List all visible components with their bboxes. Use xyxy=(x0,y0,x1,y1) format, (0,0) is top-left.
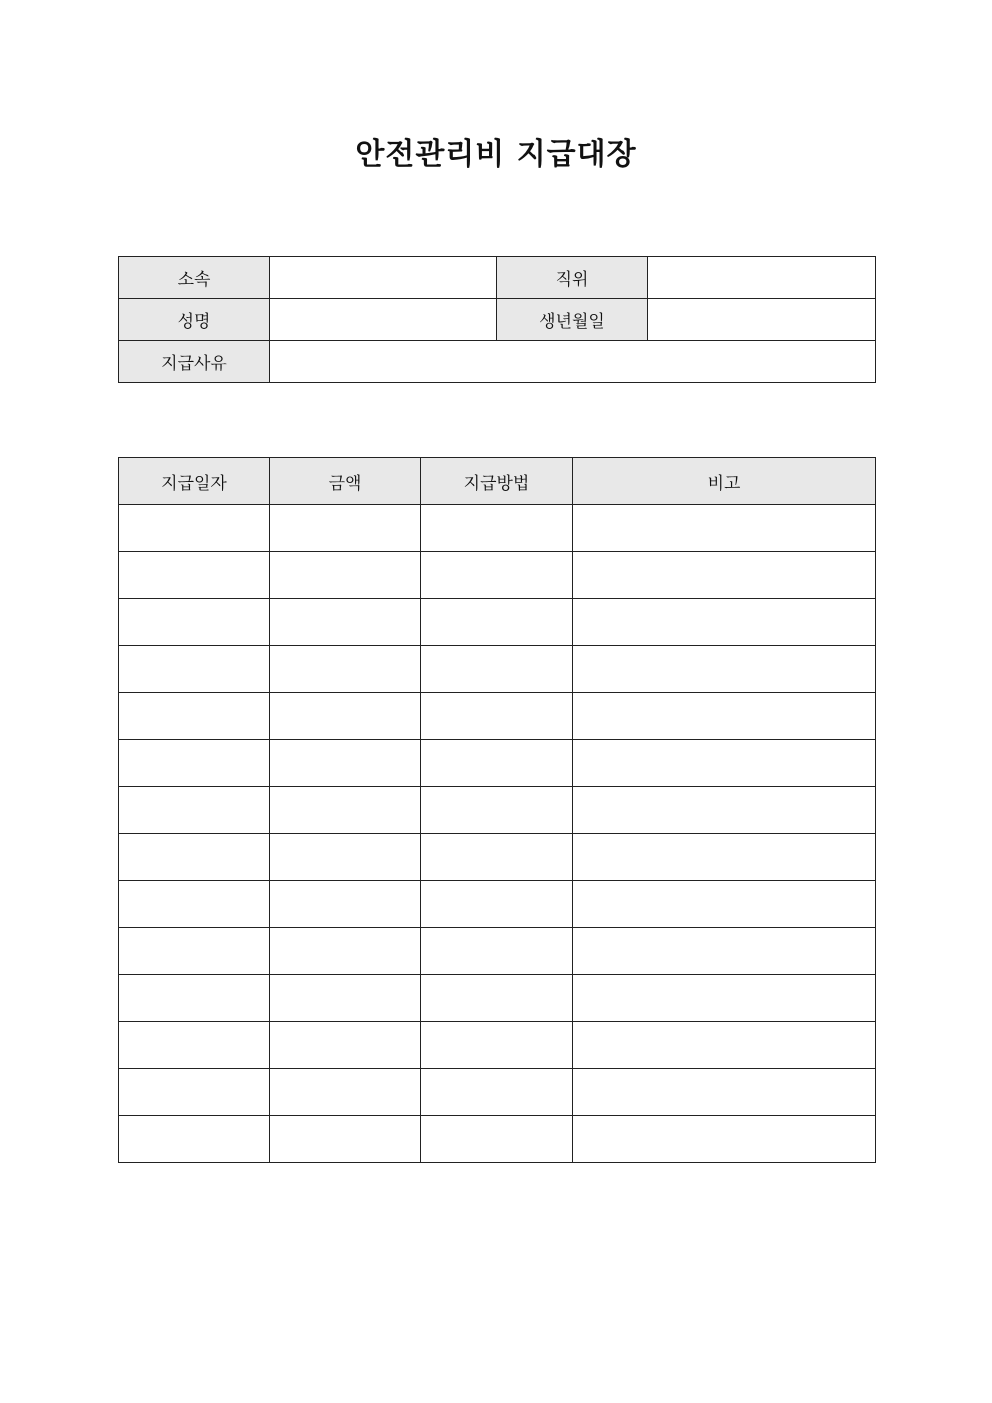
remarks-cell[interactable] xyxy=(573,881,876,928)
amount-cell[interactable] xyxy=(270,505,421,552)
recipient-info-table xyxy=(118,256,876,383)
payment-date-cell[interactable] xyxy=(119,1022,270,1069)
payment-date-cell[interactable] xyxy=(119,834,270,881)
header-amount: 금액 xyxy=(270,458,421,505)
table-row xyxy=(119,599,876,646)
payment-method-cell[interactable] xyxy=(421,834,573,881)
payment-method-cell[interactable] xyxy=(421,1116,573,1163)
amount-cell[interactable] xyxy=(270,552,421,599)
amount-cell[interactable] xyxy=(270,1022,421,1069)
payment-date-cell[interactable] xyxy=(119,646,270,693)
table-row xyxy=(119,740,876,787)
amount-cell[interactable] xyxy=(270,975,421,1022)
payment-date-cell[interactable] xyxy=(119,787,270,834)
table-row xyxy=(119,881,876,928)
payment-method-cell[interactable] xyxy=(421,693,573,740)
info-row-name xyxy=(119,299,876,341)
remarks-cell[interactable] xyxy=(573,928,876,975)
payment-date-cell[interactable] xyxy=(119,928,270,975)
payment-method-cell[interactable] xyxy=(421,740,573,787)
payment-method-cell[interactable] xyxy=(421,552,573,599)
header-payment-date: 지급일자 xyxy=(119,458,270,505)
payment-date-cell[interactable] xyxy=(119,1116,270,1163)
payment-method-cell[interactable] xyxy=(421,975,573,1022)
table-row xyxy=(119,834,876,881)
remarks-cell[interactable] xyxy=(573,740,876,787)
table-row xyxy=(119,1116,876,1163)
info-row-reason xyxy=(119,341,876,383)
remarks-cell[interactable] xyxy=(573,1022,876,1069)
ledger-header-row xyxy=(119,458,876,505)
reason-field[interactable] xyxy=(270,341,876,383)
remarks-cell[interactable] xyxy=(573,693,876,740)
remarks-cell[interactable] xyxy=(573,834,876,881)
payment-date-cell[interactable] xyxy=(119,1069,270,1116)
header-remarks: 비고 xyxy=(573,458,876,505)
amount-cell[interactable] xyxy=(270,599,421,646)
amount-cell[interactable] xyxy=(270,1069,421,1116)
remarks-cell[interactable] xyxy=(573,599,876,646)
payment-date-cell[interactable] xyxy=(119,881,270,928)
position-label: 직위 xyxy=(497,257,648,299)
amount-cell[interactable] xyxy=(270,928,421,975)
amount-cell[interactable] xyxy=(270,1116,421,1163)
amount-cell[interactable] xyxy=(270,646,421,693)
name-label: 성명 xyxy=(119,299,270,341)
amount-cell[interactable] xyxy=(270,787,421,834)
payment-date-cell[interactable] xyxy=(119,975,270,1022)
remarks-cell[interactable] xyxy=(573,646,876,693)
payment-date-cell[interactable] xyxy=(119,693,270,740)
table-row xyxy=(119,928,876,975)
remarks-cell[interactable] xyxy=(573,787,876,834)
payment-date-cell[interactable] xyxy=(119,740,270,787)
table-row xyxy=(119,787,876,834)
info-row-affiliation xyxy=(119,257,876,299)
payment-method-cell[interactable] xyxy=(421,881,573,928)
table-row xyxy=(119,1069,876,1116)
table-row xyxy=(119,1022,876,1069)
table-row xyxy=(119,693,876,740)
affiliation-label: 소속 xyxy=(119,257,270,299)
amount-cell[interactable] xyxy=(270,693,421,740)
reason-label: 지급사유 xyxy=(119,341,270,383)
table-row xyxy=(119,646,876,693)
remarks-cell[interactable] xyxy=(573,552,876,599)
birthdate-field[interactable] xyxy=(648,299,876,341)
table-row xyxy=(119,505,876,552)
payment-method-cell[interactable] xyxy=(421,928,573,975)
payment-method-cell[interactable] xyxy=(421,646,573,693)
payment-method-cell[interactable] xyxy=(421,505,573,552)
amount-cell[interactable] xyxy=(270,834,421,881)
amount-cell[interactable] xyxy=(270,740,421,787)
remarks-cell[interactable] xyxy=(573,1069,876,1116)
ledger-body xyxy=(119,505,876,1163)
affiliation-field[interactable] xyxy=(270,257,497,299)
payment-date-cell[interactable] xyxy=(119,552,270,599)
position-field[interactable] xyxy=(648,257,876,299)
birthdate-label: 생년월일 xyxy=(497,299,648,341)
document-title: 안전관리비 지급대장 xyxy=(355,137,637,172)
payment-method-cell[interactable] xyxy=(421,1022,573,1069)
table-row xyxy=(119,975,876,1022)
payment-method-cell[interactable] xyxy=(421,787,573,834)
remarks-cell[interactable] xyxy=(573,505,876,552)
payment-method-cell[interactable] xyxy=(421,599,573,646)
payment-date-cell[interactable] xyxy=(119,505,270,552)
remarks-cell[interactable] xyxy=(573,975,876,1022)
header-payment-method: 지급방법 xyxy=(421,458,573,505)
name-field[interactable] xyxy=(270,299,497,341)
payment-ledger-table xyxy=(118,457,876,1163)
remarks-cell[interactable] xyxy=(573,1116,876,1163)
table-row xyxy=(119,552,876,599)
payment-date-cell[interactable] xyxy=(119,599,270,646)
amount-cell[interactable] xyxy=(270,881,421,928)
payment-method-cell[interactable] xyxy=(421,1069,573,1116)
